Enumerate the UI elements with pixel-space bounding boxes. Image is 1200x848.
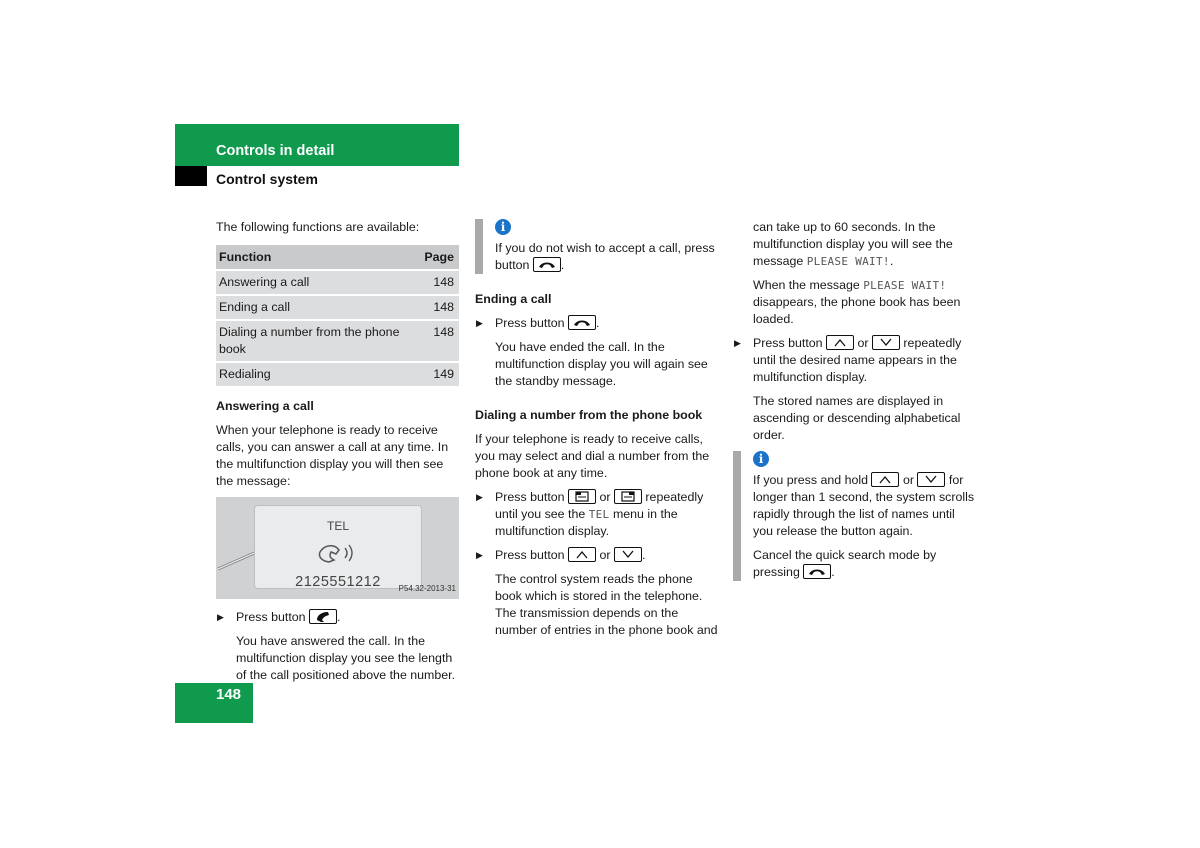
- info-note: i If you press and hold or for longer than 1 second, the system scrolls rapidly through the list of names until you release the button again. Cancel the quick search mode by pressing .: [733, 451, 978, 581]
- function-table: [216, 243, 459, 388]
- dialing-heading: Dialing a number from the phone book: [475, 408, 703, 422]
- continued-text: can take up to 60 seconds. In the multifunction display you will see the message PLEASE WAIT!.: [753, 220, 953, 268]
- table-cell: Ending a call: [216, 296, 411, 319]
- table-cell: Answering a call: [216, 271, 411, 294]
- info-bar: [733, 451, 741, 581]
- answering-text: When your telephone is ready to receive calls, you can answer a call at any time. In the multifunction display you will then see the message:: [216, 423, 449, 488]
- previous-menu-key-icon: [614, 489, 642, 504]
- bullet-arrow-icon: ▶: [217, 612, 224, 622]
- scroll-instruction: ▶ Press button or .: [476, 548, 646, 562]
- end-call-key-icon: [568, 315, 596, 330]
- down-key-icon: [614, 547, 642, 562]
- call-active-icon: [317, 542, 361, 564]
- multifunction-display-image: [216, 497, 459, 599]
- column-2: [475, 219, 719, 646]
- menu-instruction: ▶ Press button or repeatedly until you see the TEL menu in the multifunction display.: [476, 490, 704, 538]
- table-row: [216, 271, 459, 294]
- answer-instruction: ▶ Press button .: [217, 610, 341, 624]
- intro-text: The following functions are available:: [216, 220, 420, 234]
- table-row: [216, 321, 459, 361]
- column-1: [216, 219, 459, 691]
- column-3: [733, 219, 978, 587]
- table-cell: 148: [411, 321, 459, 361]
- dialing-text: If your telephone is ready to receive calls, you may select and dial a number from the phone book at any time.: [475, 432, 710, 480]
- image-code: P54.32-2013-31: [398, 584, 456, 593]
- next-menu-key-icon: [568, 489, 596, 504]
- info-note: i If you do not wish to accept a call, press button .: [475, 219, 719, 274]
- down-key-icon: [917, 472, 945, 487]
- stored-text: The stored names are displayed in ascending or descending alphabetical order.: [753, 394, 961, 442]
- end-call-key-icon: [533, 257, 561, 272]
- section-title: Controls in detail: [216, 143, 335, 159]
- end-instruction: ▶ Press button .: [476, 316, 600, 330]
- table-cell: 148: [411, 296, 459, 319]
- info-icon: i: [495, 219, 511, 235]
- up-key-icon: [826, 335, 854, 350]
- bullet-arrow-icon: ▶: [734, 338, 741, 348]
- reads-text: The control system reads the phone book which is stored in the telephone. The transmission depends on the number of entries in the phone book and: [495, 572, 718, 637]
- down-key-icon: [872, 335, 900, 350]
- loaded-text: When the message PLEASE WAIT! disappears, the phone book has been loaded.: [753, 278, 961, 326]
- table-cell: 149: [411, 363, 459, 386]
- bullet-arrow-icon: ▶: [476, 492, 483, 502]
- table-row: [216, 363, 459, 386]
- up-key-icon: [871, 472, 899, 487]
- table-cell: 148: [411, 271, 459, 294]
- bullet-arrow-icon: ▶: [476, 550, 483, 560]
- info-bar: [475, 219, 483, 274]
- ended-text: You have ended the call. In the multifunction display you will again see the standby message.: [495, 340, 708, 388]
- display-screen: [254, 505, 422, 589]
- answering-heading: Answering a call: [216, 399, 314, 413]
- answer-call-key-icon: [309, 609, 337, 624]
- subsection-marker: [175, 166, 207, 186]
- table-cell: Redialing: [216, 363, 411, 386]
- info-icon: i: [753, 451, 769, 467]
- ending-heading: Ending a call: [475, 292, 552, 306]
- answered-text: You have answered the call. In the multifunction display you see the length of the call positioned above the number.: [236, 634, 456, 682]
- table-header-function: Function: [216, 245, 411, 269]
- table-header-page: Page: [411, 245, 459, 269]
- table-cell: Dialing a number from the phone book: [216, 321, 411, 361]
- select-name-instruction: ▶ Press button or repeatedly until the desired name appears in the multifunction display.: [734, 336, 962, 384]
- up-key-icon: [568, 547, 596, 562]
- page-number: 148: [216, 686, 242, 703]
- bullet-arrow-icon: ▶: [476, 318, 483, 328]
- subsection-title: Control system: [216, 171, 318, 187]
- display-tel-label: TEL: [326, 519, 349, 533]
- end-call-key-icon: [803, 564, 831, 579]
- display-number: 2125551212: [295, 574, 381, 590]
- page-number-box: [175, 683, 253, 723]
- table-row: [216, 296, 459, 319]
